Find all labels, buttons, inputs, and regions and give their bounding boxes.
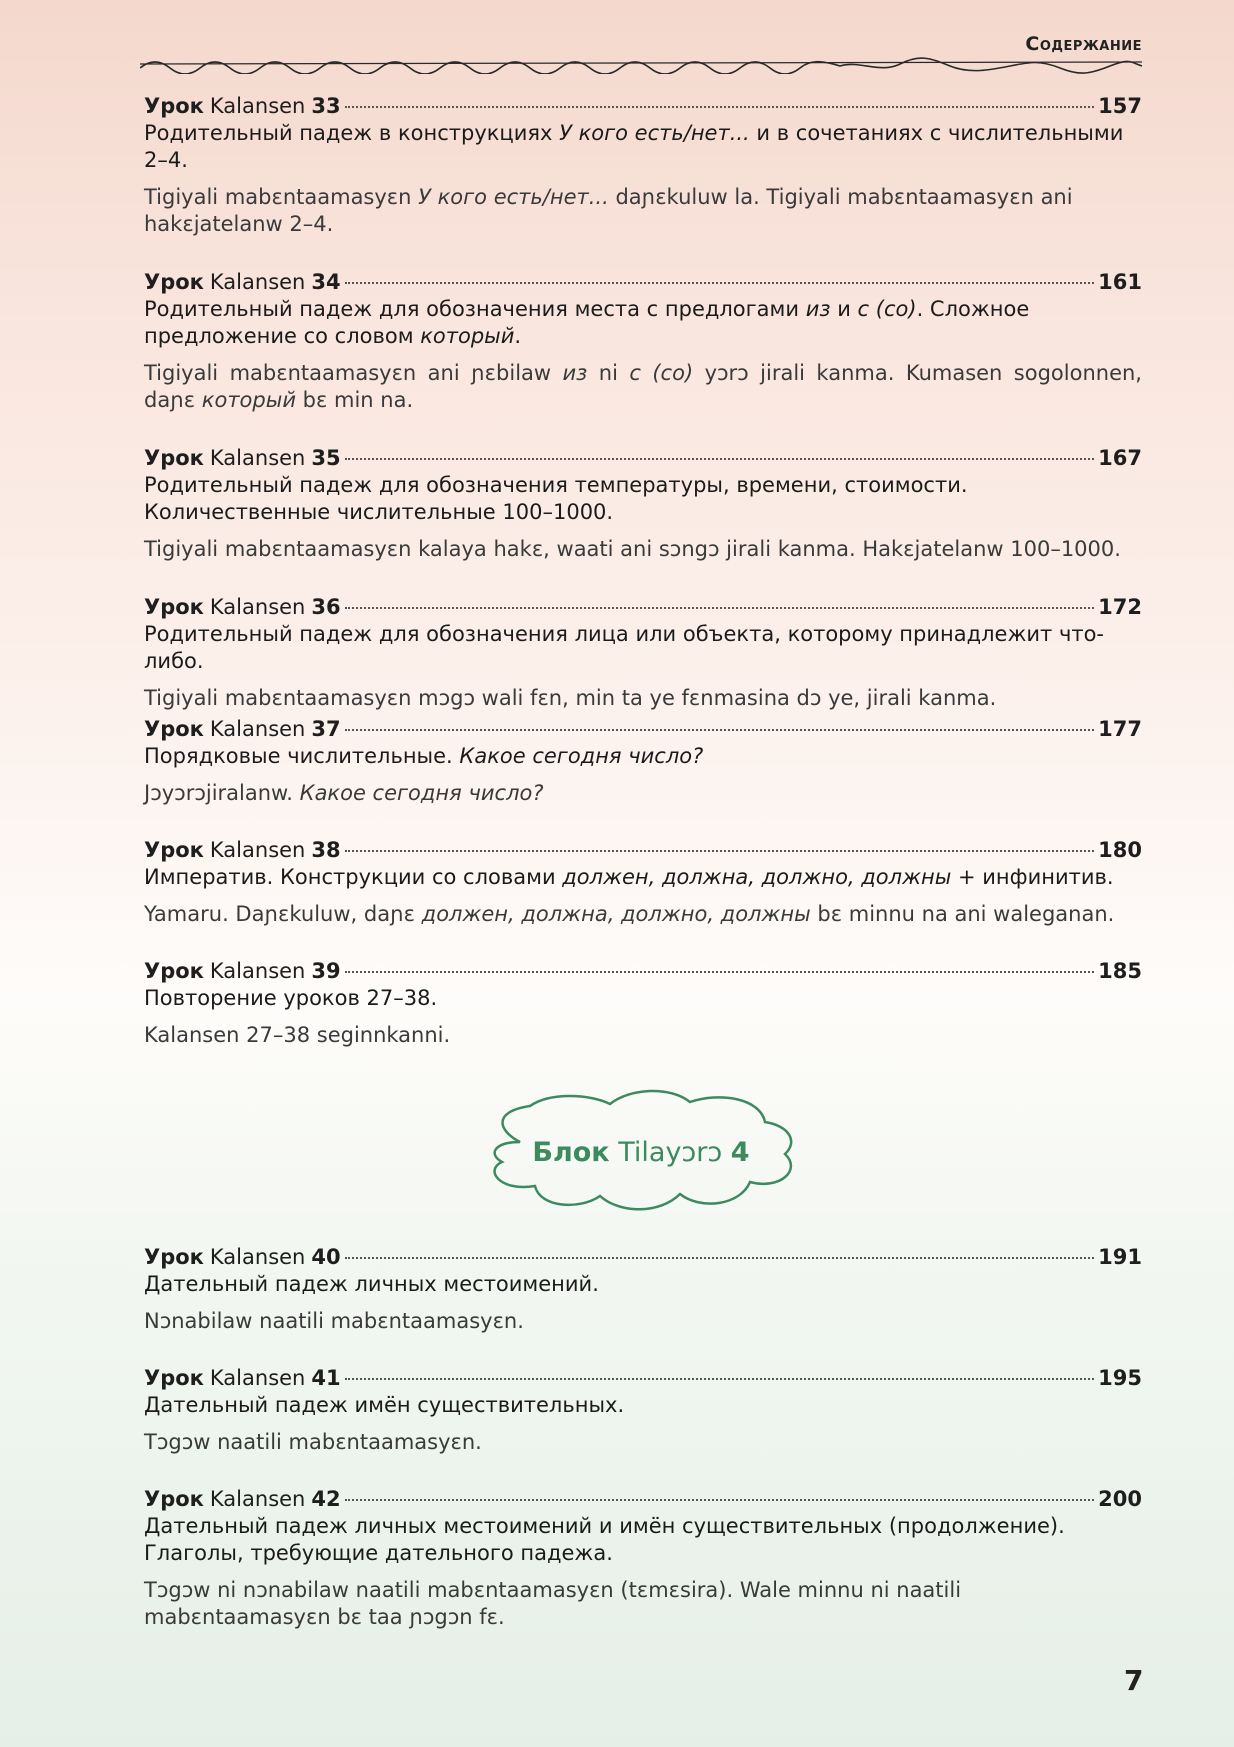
page-number[interactable]: 200 <box>1098 1487 1142 1511</box>
lesson-number: 37 <box>311 717 341 741</box>
toc-entry-lesson-34[interactable] <box>144 268 1142 414</box>
lesson-heading-line[interactable] <box>144 593 1142 621</box>
lesson-number: 41 <box>311 1366 341 1390</box>
lesson-description-ru: Дательный падеж личных местоимений. <box>144 1272 599 1296</box>
lesson-label-bm: Kalansen <box>209 717 306 741</box>
lesson-heading-line[interactable] <box>144 268 1142 296</box>
lesson-description-bm: Tigiyali mabɛntaamasyɛn kalaya hakɛ, waati ani sɔngɔ jirali kanma. Hakɛjatelanw 100–1000. <box>144 537 1121 561</box>
lesson-label-bm: Kalansen <box>209 595 306 619</box>
lesson-label-bm: Kalansen <box>209 1366 306 1390</box>
lesson-description-bm: Nɔnabilaw naatili mabɛntaamasyɛn. <box>144 1309 524 1333</box>
dot-leader <box>345 1378 1095 1380</box>
lesson-heading-line[interactable] <box>144 1485 1142 1513</box>
lesson-description-ru: Порядковые числительные. Какое сегодня число? <box>144 744 704 768</box>
page-number[interactable]: 167 <box>1098 446 1142 470</box>
toc-entry-lesson-39[interactable] <box>144 957 1142 1049</box>
lesson-number: 36 <box>311 595 341 619</box>
toc-entry-lesson-38[interactable] <box>144 836 1142 928</box>
lesson-description-ru: Родительный падеж для обозначения места с предлогами из и с (со). Сложное предложение со словом который. <box>144 297 1030 348</box>
page-number[interactable]: 185 <box>1098 959 1142 983</box>
lesson-label-bm: Kalansen <box>209 1487 306 1511</box>
dot-leader <box>345 729 1095 731</box>
lesson-label-ru: Урок <box>144 959 204 983</box>
lesson-label-bm: Kalansen <box>209 270 306 294</box>
toc-entry-lesson-40[interactable] <box>144 1243 1142 1335</box>
lesson-label-bm: Kalansen <box>209 446 306 470</box>
lesson-description-ru: Родительный падеж в конструкциях У кого есть/нет... и в сочетаниях с числительными 2–4. <box>144 121 1124 172</box>
lesson-description-bm: Tigiyali mabɛntaamasyɛn ani ɲɛbilaw из ni с (со) yɔrɔ jirali kanma. Kumasen sogolonnen, daɲɛ который bɛ min na. <box>144 361 1142 412</box>
page-number[interactable]: 195 <box>1098 1366 1142 1390</box>
dot-leader <box>345 458 1095 460</box>
lesson-label-ru: Урок <box>144 595 204 619</box>
lesson-label-bm: Kalansen <box>209 838 306 862</box>
lesson-description-ru: Императив. Конструкции со словами должен, должна, должно, должны + инфинитив. <box>144 865 1114 889</box>
lesson-description-ru: Повторение уроков 27–38. <box>144 986 438 1010</box>
lesson-description-bm: Tɔgɔw naatili mabɛntaamasyɛn. <box>144 1430 482 1454</box>
lesson-description-bm: Kalansen 27–38 seginnkanni. <box>144 1023 451 1047</box>
dot-leader <box>345 607 1095 609</box>
lesson-heading-line[interactable] <box>144 1364 1142 1392</box>
page-number[interactable]: 161 <box>1098 270 1142 294</box>
lesson-description-ru: Родительный падеж для обозначения лица или объекта, которому принадлежит что-либо. <box>144 622 1105 673</box>
lesson-label-ru: Урок <box>144 1487 204 1511</box>
toc-entry-lesson-41[interactable] <box>144 1364 1142 1456</box>
lesson-description-bm: Tigiyali mabɛntaamasyɛn mɔgɔ wali fɛn, min ta ye fɛnmasina dɔ ye, jirali kanma. <box>144 686 997 710</box>
lesson-label-bm: Kalansen <box>209 94 306 118</box>
toc-entry-lesson-35[interactable] <box>144 444 1142 563</box>
lesson-number: 39 <box>311 959 341 983</box>
dot-leader <box>345 1499 1095 1501</box>
page-number[interactable]: 180 <box>1098 838 1142 862</box>
lesson-description-bm: Tigiyali mabɛntaamasyɛn У кого есть/нет... daɲɛkuluw la. Tigiyali mabɛntaamasyɛn ani hakɛjatelanw 2–4. <box>144 185 1073 236</box>
lesson-label-ru: Урок <box>144 94 204 118</box>
page-number[interactable]: 157 <box>1098 94 1142 118</box>
lesson-description-ru: Дательный падеж имён существительных. <box>144 1393 625 1417</box>
page-number[interactable]: 177 <box>1098 717 1142 741</box>
lesson-label-ru: Урок <box>144 717 204 741</box>
dot-leader <box>345 282 1095 284</box>
block-heading: Блок Tilayɔrɔ 4 <box>532 1137 750 1168</box>
dot-leader <box>345 106 1095 108</box>
dot-leader <box>345 850 1095 852</box>
lesson-label-ru: Урок <box>144 1245 204 1269</box>
section-header: Содержание <box>1025 33 1142 55</box>
lesson-number: 40 <box>311 1245 341 1269</box>
lesson-heading-line[interactable] <box>144 836 1142 864</box>
page-number[interactable]: 191 <box>1098 1245 1142 1269</box>
lesson-description-bm: Jɔyɔrɔjiralanw. Какое сегодня число? <box>144 781 544 805</box>
lesson-number: 35 <box>311 446 341 470</box>
page-number-footer: 7 <box>1124 1664 1144 1697</box>
lesson-heading-line[interactable] <box>144 92 1142 120</box>
lesson-number: 42 <box>311 1487 341 1511</box>
lesson-label-ru: Урок <box>144 270 204 294</box>
toc-entry-lesson-33[interactable] <box>144 92 1142 238</box>
toc-entry-lesson-42[interactable] <box>144 1485 1142 1631</box>
lesson-label-bm: Kalansen <box>209 1245 306 1269</box>
lesson-label-bm: Kalansen <box>209 959 306 983</box>
dot-leader <box>345 971 1095 973</box>
dot-leader <box>345 1257 1095 1259</box>
lesson-heading-line[interactable] <box>144 1243 1142 1271</box>
lesson-label-ru: Урок <box>144 1366 204 1390</box>
toc-entry-lesson-37[interactable] <box>144 715 1142 807</box>
lesson-number: 33 <box>311 94 341 118</box>
lesson-heading-line[interactable] <box>144 715 1142 743</box>
lesson-description-bm: Yamaru. Daɲɛkuluw, daɲɛ должен, должна, должно, должны bɛ minnu na ani waleganan. <box>144 902 1115 926</box>
toc-entry-lesson-36[interactable] <box>144 593 1142 712</box>
lesson-number: 38 <box>311 838 341 862</box>
lesson-number: 34 <box>311 270 341 294</box>
lesson-heading-line[interactable] <box>144 957 1142 985</box>
lesson-label-ru: Урок <box>144 838 204 862</box>
decorative-squiggle-divider <box>140 56 1142 74</box>
page-number[interactable]: 172 <box>1098 595 1142 619</box>
lesson-description-ru: Дательный падеж личных местоимений и имён существительных (продолжение). Глаголы, требующие дательного падежа. <box>144 1514 1065 1565</box>
lesson-label-ru: Урок <box>144 446 204 470</box>
lesson-heading-line[interactable] <box>144 444 1142 472</box>
lesson-description-ru: Родительный падеж для обозначения температуры, времени, стоимости. Количественные числительные 100–1000. <box>144 473 968 524</box>
lesson-description-bm: Tɔgɔw ni nɔnabilaw naatili mabɛntaamasyɛn (tɛmɛsira). Wale minnu ni naatili mabɛntaamasyɛn bɛ taa ɲɔgɔn fɛ. <box>144 1578 962 1629</box>
